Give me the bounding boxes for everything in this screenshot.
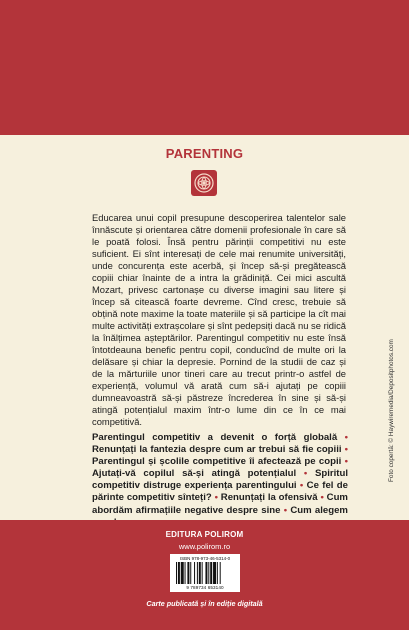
barcode-icon <box>176 562 234 584</box>
topic-separator: • <box>341 456 348 468</box>
topic-item: Parentingul și școlile competitive îi afectează pe copii <box>92 456 342 468</box>
topic-separator: • <box>296 468 315 480</box>
topic-item: Renunțați la fantezia despre cum ar trebui să fie copiii <box>92 444 342 456</box>
back-cover-description: Educarea unui copil presupune descoperirea talentelor sale înnăscute și orientarea către domenii profesionale în care să le poată folosi. Însă pentru părinții competitivi nu este suficient. Ei sînt interesați de cele mai renumite universități, unde concurența este acerbă, și încep să-și pregătească copiii chiar înainte de a intra la grădiniță. Cei mici ascultă Mozart, privesc cartonașe cu diverse imagini sau litere și încep să citească foarte devreme. Cînd cresc, trebuie să obțină note maxime la toate materiile și să participe la cît mai multe activități extrașcolare și sînt pedepsiți dacă nu se ridică la înălțimea așteptărilor. Parentingul competitiv nu este însă întotdeauna benefic pentru copil, conducînd de multe ori la delăsare și chiar la depresie. Pornind de la studii de caz și de la mărturiile unor tineri care au trecut printr-o astfel de experiență, volumul vă arată cum să-i ajutați pe copiii dumneavoastră să-și păstreze încrederea în sine și să-și atingă potențialul maxim într-o lume din ce în ce mai competitivă. <box>92 212 346 427</box>
publisher-name: EDITURA POLIROM <box>165 530 244 539</box>
topics-list <box>92 432 348 529</box>
topic-separator: • <box>317 492 327 504</box>
topic-item: Ce fel de părinte competitiv sînteți? <box>92 480 348 504</box>
topic-item: Spiritul competitiv distruge experiența parentingului <box>92 468 348 492</box>
topic-separator: • <box>341 444 348 456</box>
series-title: PARENTING <box>165 146 244 161</box>
topic-separator: • <box>337 432 348 443</box>
top-color-band <box>0 0 409 135</box>
barcode-block <box>170 554 240 592</box>
topic-separator: • <box>280 504 291 516</box>
photo-credit: Foto copertă: © Haywiremedia/Depositphotos.com <box>388 339 395 482</box>
digital-edition-tagline: Carte publicată și în ediție digitală <box>146 599 263 608</box>
topic-item: Parentingul competitiv a devenit o forță globală <box>92 432 338 443</box>
topic-item: Cum abordăm afirmațiile negative despre sine <box>92 492 348 516</box>
rose-ornament-icon <box>191 170 217 196</box>
topic-item: Ajutați-vă copilul să-și atingă potențialul <box>92 468 297 480</box>
isbn-label: ISBN 978-973-46-5314-0 <box>179 556 231 561</box>
barcode-digits: 9 789734 653140 <box>186 585 224 590</box>
publisher-url[interactable]: www.polirom.ro <box>178 542 231 551</box>
topic-item: Renunțați la ofensivă <box>220 492 318 504</box>
topic-item: Cum alegem <box>290 504 348 516</box>
topic-separator: • <box>211 492 221 504</box>
topic-separator: • <box>296 480 307 492</box>
